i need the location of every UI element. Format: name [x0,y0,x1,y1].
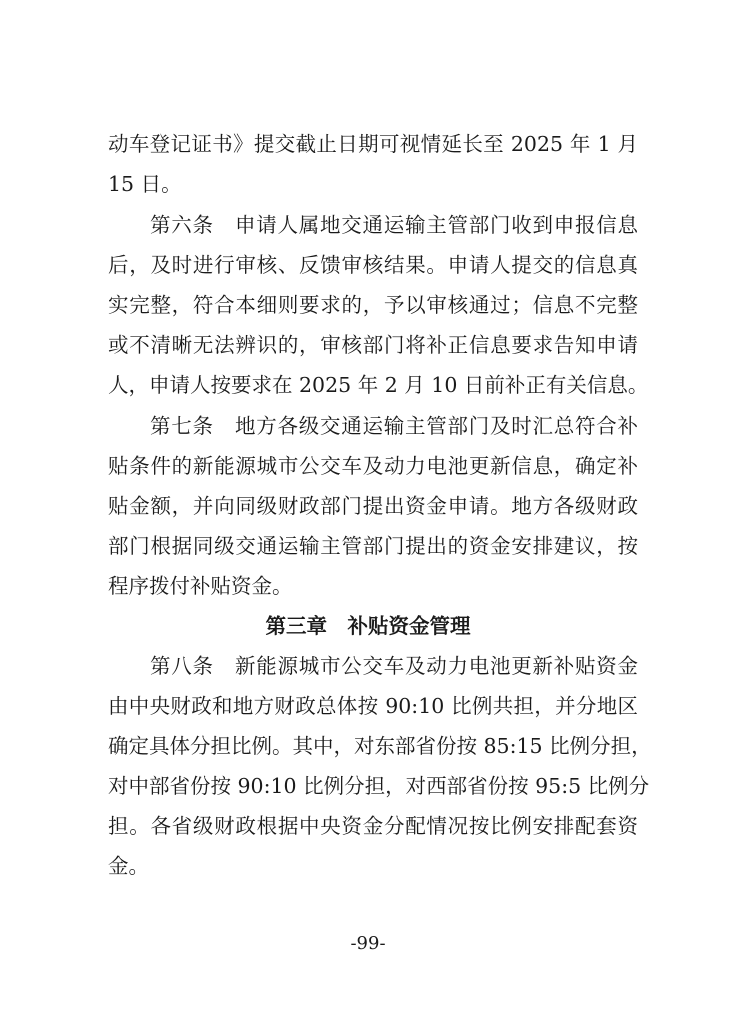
paragraph-1-line-2: 15 日。 [108,172,182,196]
article-8-line-6: 金。 [108,854,149,878]
article-6-line-2: 后，及时进行审核、反馈审核结果。申请人提交的信息真 [108,253,638,277]
article-8-line-5: 担。各省级财政根据中央资金分配情况按比例安排配套资 [108,814,638,838]
article-7-line-1: 第七条 地方各级交通运输主管部门及时汇总符合补 [150,414,638,438]
article-8-line-2: 由中央财政和地方财政总体按 90:10 比例共担，并分地区 [108,694,638,718]
article-8-line-3: 确定具体分担比例。其中，对东部省份按 85:15 比例分担， [108,734,652,758]
article-7-line-3: 贴金额，并向同级财政部门提出资金申请。地方各级财政 [108,494,638,518]
article-7-line-5: 程序拨付补贴资金。 [108,574,293,598]
article-7-line-4: 部门根据同级交通运输主管部门提出的资金安排建议，按 [108,534,638,558]
article-8-line-1: 第八条 新能源城市公交车及动力电池更新补贴资金 [150,654,638,678]
chapter-3-heading: 第三章 补贴资金管理 [265,614,471,638]
article-6-line-1: 第六条 申请人属地交通运输主管部门收到申报信息 [150,213,638,237]
article-6-line-4: 或不清晰无法辨识的，审核部门将补正信息要求告知申请 [108,333,638,357]
article-6-line-3: 实完整，符合本细则要求的，予以审核通过；信息不完整 [108,293,638,317]
article-7-line-2: 贴条件的新能源城市公交车及动力电池更新信息，确定补 [108,454,638,478]
paragraph-1-line-1: 动车登记证书》提交截止日期可视情延长至 2025 年 1 月 [108,132,638,156]
article-8-line-4: 对中部省份按 90:10 比例分担，对西部省份按 95:5 比例分 [108,774,650,798]
page-number: -99- [350,933,386,954]
article-6-line-5: 人，申请人按要求在 2025 年 2 月 10 日前补正有关信息。 [108,373,649,397]
